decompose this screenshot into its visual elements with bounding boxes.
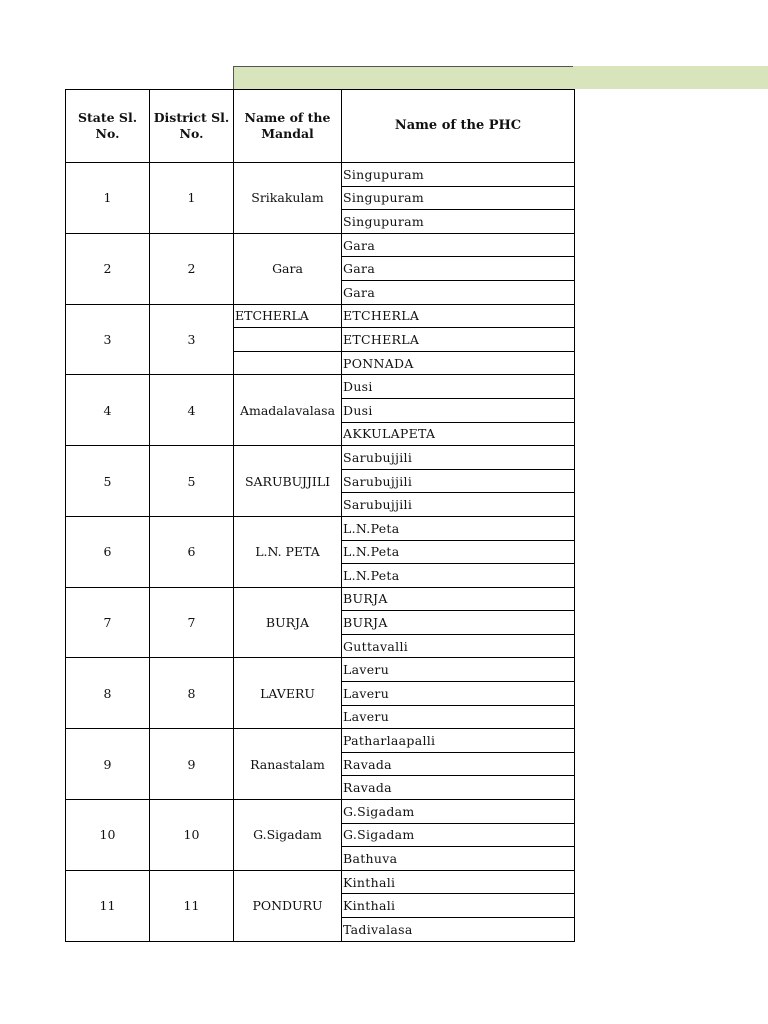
header-row	[66, 90, 575, 163]
mandal-cell: Srikakulam	[234, 163, 342, 234]
phc-cell: G.Sigadam	[342, 823, 575, 847]
mandal-cell: Gara	[234, 233, 342, 304]
mandal-cell: Ranastalam	[234, 729, 342, 800]
table-body	[66, 163, 575, 942]
mandal-cell: Amadalavalasa	[234, 375, 342, 446]
mandal-cell: L.N. PETA	[234, 516, 342, 587]
phc-cell: G.Sigadam	[342, 800, 575, 824]
phc-cell: Singupuram	[342, 210, 575, 234]
district-sl-no-header: District Sl. No.	[150, 90, 234, 163]
phc-cell: Sarubujjili	[342, 493, 575, 517]
table-row	[66, 516, 575, 540]
phc-cell: BURJA	[342, 587, 575, 611]
phc-cell: Sarubujjili	[342, 446, 575, 470]
header-band-border-left	[233, 66, 234, 89]
phc-cell: PONNADA	[342, 351, 575, 375]
state-sl-no-cell: 6	[66, 516, 150, 587]
district-sl-no-cell: 6	[150, 516, 234, 587]
phc-cell: Dusi	[342, 398, 575, 422]
phc-cell: L.N.Peta	[342, 540, 575, 564]
state-sl-no-cell: 1	[66, 163, 150, 234]
phc-cell: Singupuram	[342, 186, 575, 210]
phc-cell: Gara	[342, 280, 575, 304]
phc-cell: Gara	[342, 257, 575, 281]
phc-cell: Patharlaapalli	[342, 729, 575, 753]
district-sl-no-cell: 10	[150, 800, 234, 871]
district-sl-no-cell: 11	[150, 870, 234, 941]
mandal-cell: SARUBUJJILI	[234, 446, 342, 517]
district-sl-no-cell: 9	[150, 729, 234, 800]
mandal-cell: G.Sigadam	[234, 800, 342, 871]
table-row	[66, 233, 575, 257]
mandal-cell: LAVERU	[234, 658, 342, 729]
phc-cell: Sarubujjili	[342, 469, 575, 493]
state-sl-no-cell: 3	[66, 304, 150, 375]
district-sl-no-cell: 1	[150, 163, 234, 234]
mandal-cell: ETCHERLA	[234, 304, 342, 328]
state-sl-no-cell: 4	[66, 375, 150, 446]
table-row	[66, 800, 575, 824]
mandal-header: Name of the Mandal	[234, 90, 342, 163]
table-row	[66, 375, 575, 399]
district-sl-no-cell: 3	[150, 304, 234, 375]
header-band	[233, 66, 768, 89]
mandal-cell-empty	[234, 328, 342, 352]
state-sl-no-cell: 5	[66, 446, 150, 517]
district-sl-no-cell: 7	[150, 587, 234, 658]
phc-cell: Laveru	[342, 682, 575, 706]
phc-cell: Kinthali	[342, 870, 575, 894]
table-row	[66, 870, 575, 894]
state-sl-no-cell: 11	[66, 870, 150, 941]
table-row	[66, 446, 575, 470]
phc-cell: Tadivalasa	[342, 918, 575, 942]
table-row	[66, 729, 575, 753]
phc-cell: Kinthali	[342, 894, 575, 918]
mandal-cell-empty	[234, 351, 342, 375]
phc-cell: Singupuram	[342, 163, 575, 187]
phc-cell: ETCHERLA	[342, 328, 575, 352]
mandal-cell: PONDURU	[234, 870, 342, 941]
phc-cell: ETCHERLA	[342, 304, 575, 328]
phc-cell: L.N.Peta	[342, 564, 575, 588]
state-sl-no-cell: 8	[66, 658, 150, 729]
phc-cell: Bathuva	[342, 847, 575, 871]
phc-cell: Laveru	[342, 658, 575, 682]
phc-cell: Ravada	[342, 776, 575, 800]
district-sl-no-cell: 5	[150, 446, 234, 517]
phc-cell: Laveru	[342, 705, 575, 729]
state-sl-no-header: State Sl. No.	[66, 90, 150, 163]
table-row	[66, 658, 575, 682]
phc-table	[65, 89, 575, 942]
phc-header: Name of the PHC	[342, 90, 575, 163]
district-sl-no-cell: 4	[150, 375, 234, 446]
phc-cell: Ravada	[342, 752, 575, 776]
phc-cell: BURJA	[342, 611, 575, 635]
state-sl-no-cell: 7	[66, 587, 150, 658]
district-sl-no-cell: 8	[150, 658, 234, 729]
state-sl-no-cell: 9	[66, 729, 150, 800]
table-row	[66, 587, 575, 611]
phc-cell: Dusi	[342, 375, 575, 399]
header-band-border-top	[233, 66, 573, 67]
table-row	[66, 163, 575, 187]
phc-cell: Gara	[342, 233, 575, 257]
state-sl-no-cell: 10	[66, 800, 150, 871]
district-sl-no-cell: 2	[150, 233, 234, 304]
mandal-cell: BURJA	[234, 587, 342, 658]
phc-cell: L.N.Peta	[342, 516, 575, 540]
phc-cell: AKKULAPETA	[342, 422, 575, 446]
state-sl-no-cell: 2	[66, 233, 150, 304]
phc-cell: Guttavalli	[342, 634, 575, 658]
table-row	[66, 304, 575, 328]
